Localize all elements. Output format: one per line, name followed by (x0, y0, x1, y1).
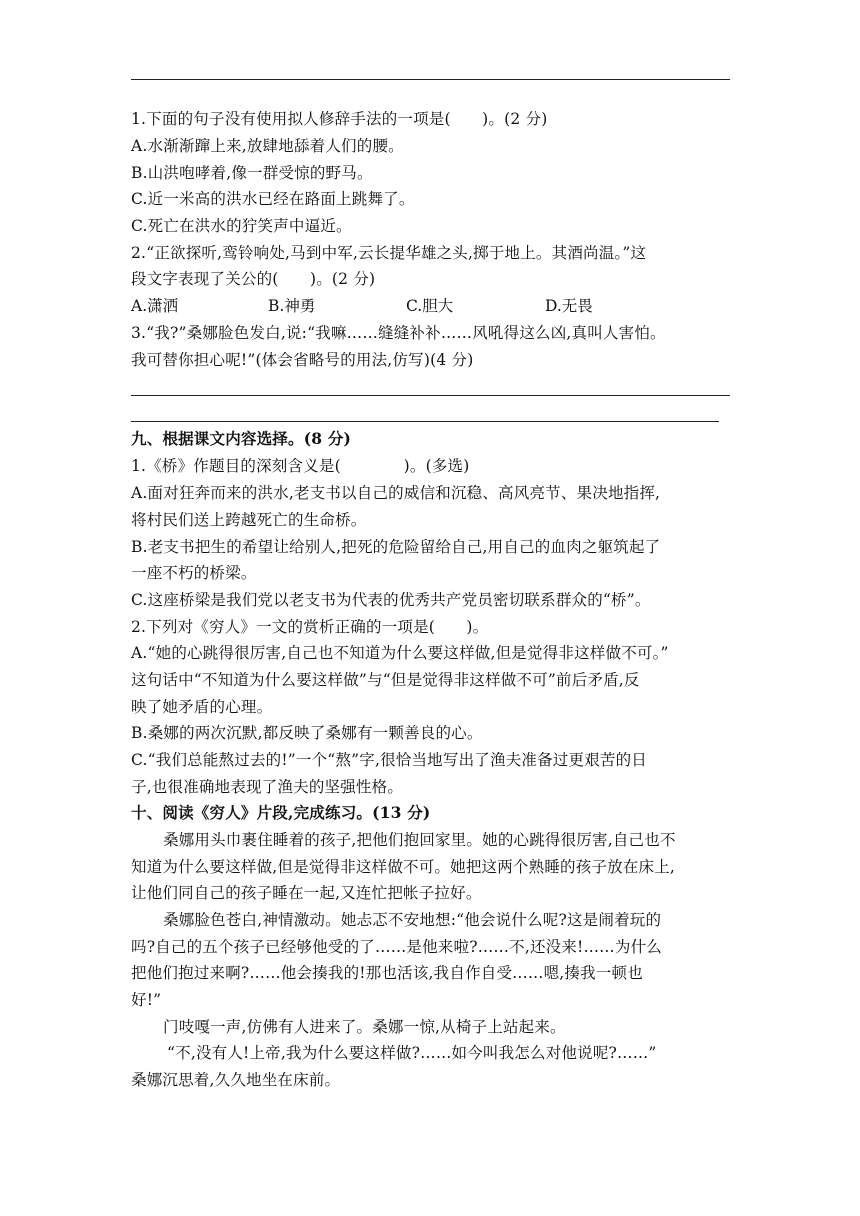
passage-p2-line1: 桑娜脸色苍白,神情激动。她忐忑不安地想:“他会说什么呢?这是闹着玩的 (163, 911, 662, 929)
s9-q1-option-b-cont: 一座不朽的桥梁。 (131, 564, 257, 582)
q1-option-c-second: C.死亡在洪水的狞笑声中逼近。 (131, 217, 352, 235)
passage-p2-line4: 好!” (131, 991, 162, 1009)
passage-p1-line2: 知道为什么要这样做,但是觉得非这样做不可。她把这两个熟睡的孩子放在床上, (131, 858, 676, 876)
s9-q1-option-a: A.面对狂奔而来的洪水,老支书以自己的威信和沉稳、高风亮节、果决地指挥, (131, 484, 661, 502)
q2-option-b: B.神勇 (268, 297, 316, 315)
q1-option-c: C.近一米高的洪水已经在路面上跳舞了。 (131, 190, 415, 208)
q2-options (131, 296, 731, 316)
q2-option-c: C.胆大 (406, 297, 454, 315)
answer-line-2 (131, 421, 719, 422)
q1-option-b: B.山洪咆哮着,像一群受惊的野马。 (131, 164, 373, 182)
q1-stem: 1.下面的句子没有使用拟人修辞手法的一项是( )。(2 分) (131, 110, 548, 128)
passage-p1-line3: 让他们同自己的孩子睡在一起,又连忙把帐子拉好。 (131, 884, 482, 902)
section-10-heading: 十、阅读《穷人》片段,完成练习。(13 分) (131, 803, 431, 822)
q2-option-a: A.潇洒 (131, 297, 179, 315)
s9-q2-stem: 2.下列对《穷人》一文的赏析正确的一项是( )。 (131, 618, 489, 636)
s9-q1-option-a-cont: 将村民们送上跨越死亡的生命桥。 (131, 511, 367, 529)
q3-stem-line1: 3.“我?”桑娜脸色发白,说:“我嘛……缝缝补补……风吼得这么凶,真叫人害怕。 (131, 324, 666, 342)
s9-q2-option-a-cont1: 这句话中“不知道为什么要这样做”与“但是觉得非这样做不可”前后矛盾,反 (131, 671, 640, 689)
s9-q2-option-b: B.桑娜的两次沉默,都反映了桑娜有一颗善良的心。 (131, 724, 483, 742)
s9-q1-option-c: C.这座桥梁是我们党以老支书为代表的优秀共产党员密切联系群众的“桥”。 (131, 591, 651, 609)
answer-line-1 (131, 395, 730, 396)
section-9-heading: 九、根据课文内容选择。(8 分) (131, 429, 352, 448)
s9-q2-option-a-cont2: 映了她矛盾的心理。 (131, 698, 273, 716)
q2-stem-line1: 2.“正欲探听,鸾铃响处,马到中军,云长提华雄之头,掷于地上。其酒尚温。”这 (131, 244, 647, 262)
s9-q1-option-b: B.老支书把生的希望让给别人,把死的危险留给自己,用自己的血肉之躯筑起了 (131, 538, 661, 556)
header-rule (131, 79, 730, 80)
passage-p2-line2: 吗?自己的五个孩子已经够他受的了……是他来啦?……不,还没来!……为什么 (131, 938, 662, 956)
s9-q2-option-c: C.“我们总能熬过去的!”一个“熬”字,很恰当地写出了渔夫准备过更艰苦的日 (131, 751, 647, 769)
q3-stem-line2: 我可替你担心呢!”(体会省略号的用法,仿写)(4 分) (131, 351, 474, 369)
s9-q2-option-c-cont: 子,也很准确地表现了渔夫的坚强性格。 (131, 778, 404, 796)
passage-p3: 门吱嘎一声,仿佛有人进来了。桑娜一惊,从椅子上站起来。 (163, 1018, 566, 1036)
s9-q2-option-a: A.“她的心跳得很厉害,自己也不知道为什么要这样做,但是觉得非这样做不可。” (131, 644, 669, 662)
passage-p2-line3: 把他们抱过来啊?……他会揍我的!那也活该,我自作自受……嗯,揍我一顿也 (131, 964, 643, 982)
q2-stem-line2: 段文字表现了关公的( )。(2 分) (131, 270, 376, 288)
q2-option-d: D.无畏 (545, 297, 593, 315)
s9-q1-stem: 1.《桥》作题目的深刻含义是( )。(多选) (131, 457, 470, 475)
q1-option-a: A.水渐渐蹿上来,放肆地舔着人们的腰。 (131, 137, 404, 155)
passage-p4-line2: 桑娜沉思着,久久地坐在床前。 (131, 1071, 341, 1089)
passage-p4-line1: “不,没有人!上帝,我为什么要这样做?……如今叫我怎么对他说呢?……” (167, 1044, 657, 1062)
passage-p1-line1: 桑娜用头巾裹住睡着的孩子,把他们抱回家里。她的心跳得很厉害,自己也不 (163, 831, 676, 849)
